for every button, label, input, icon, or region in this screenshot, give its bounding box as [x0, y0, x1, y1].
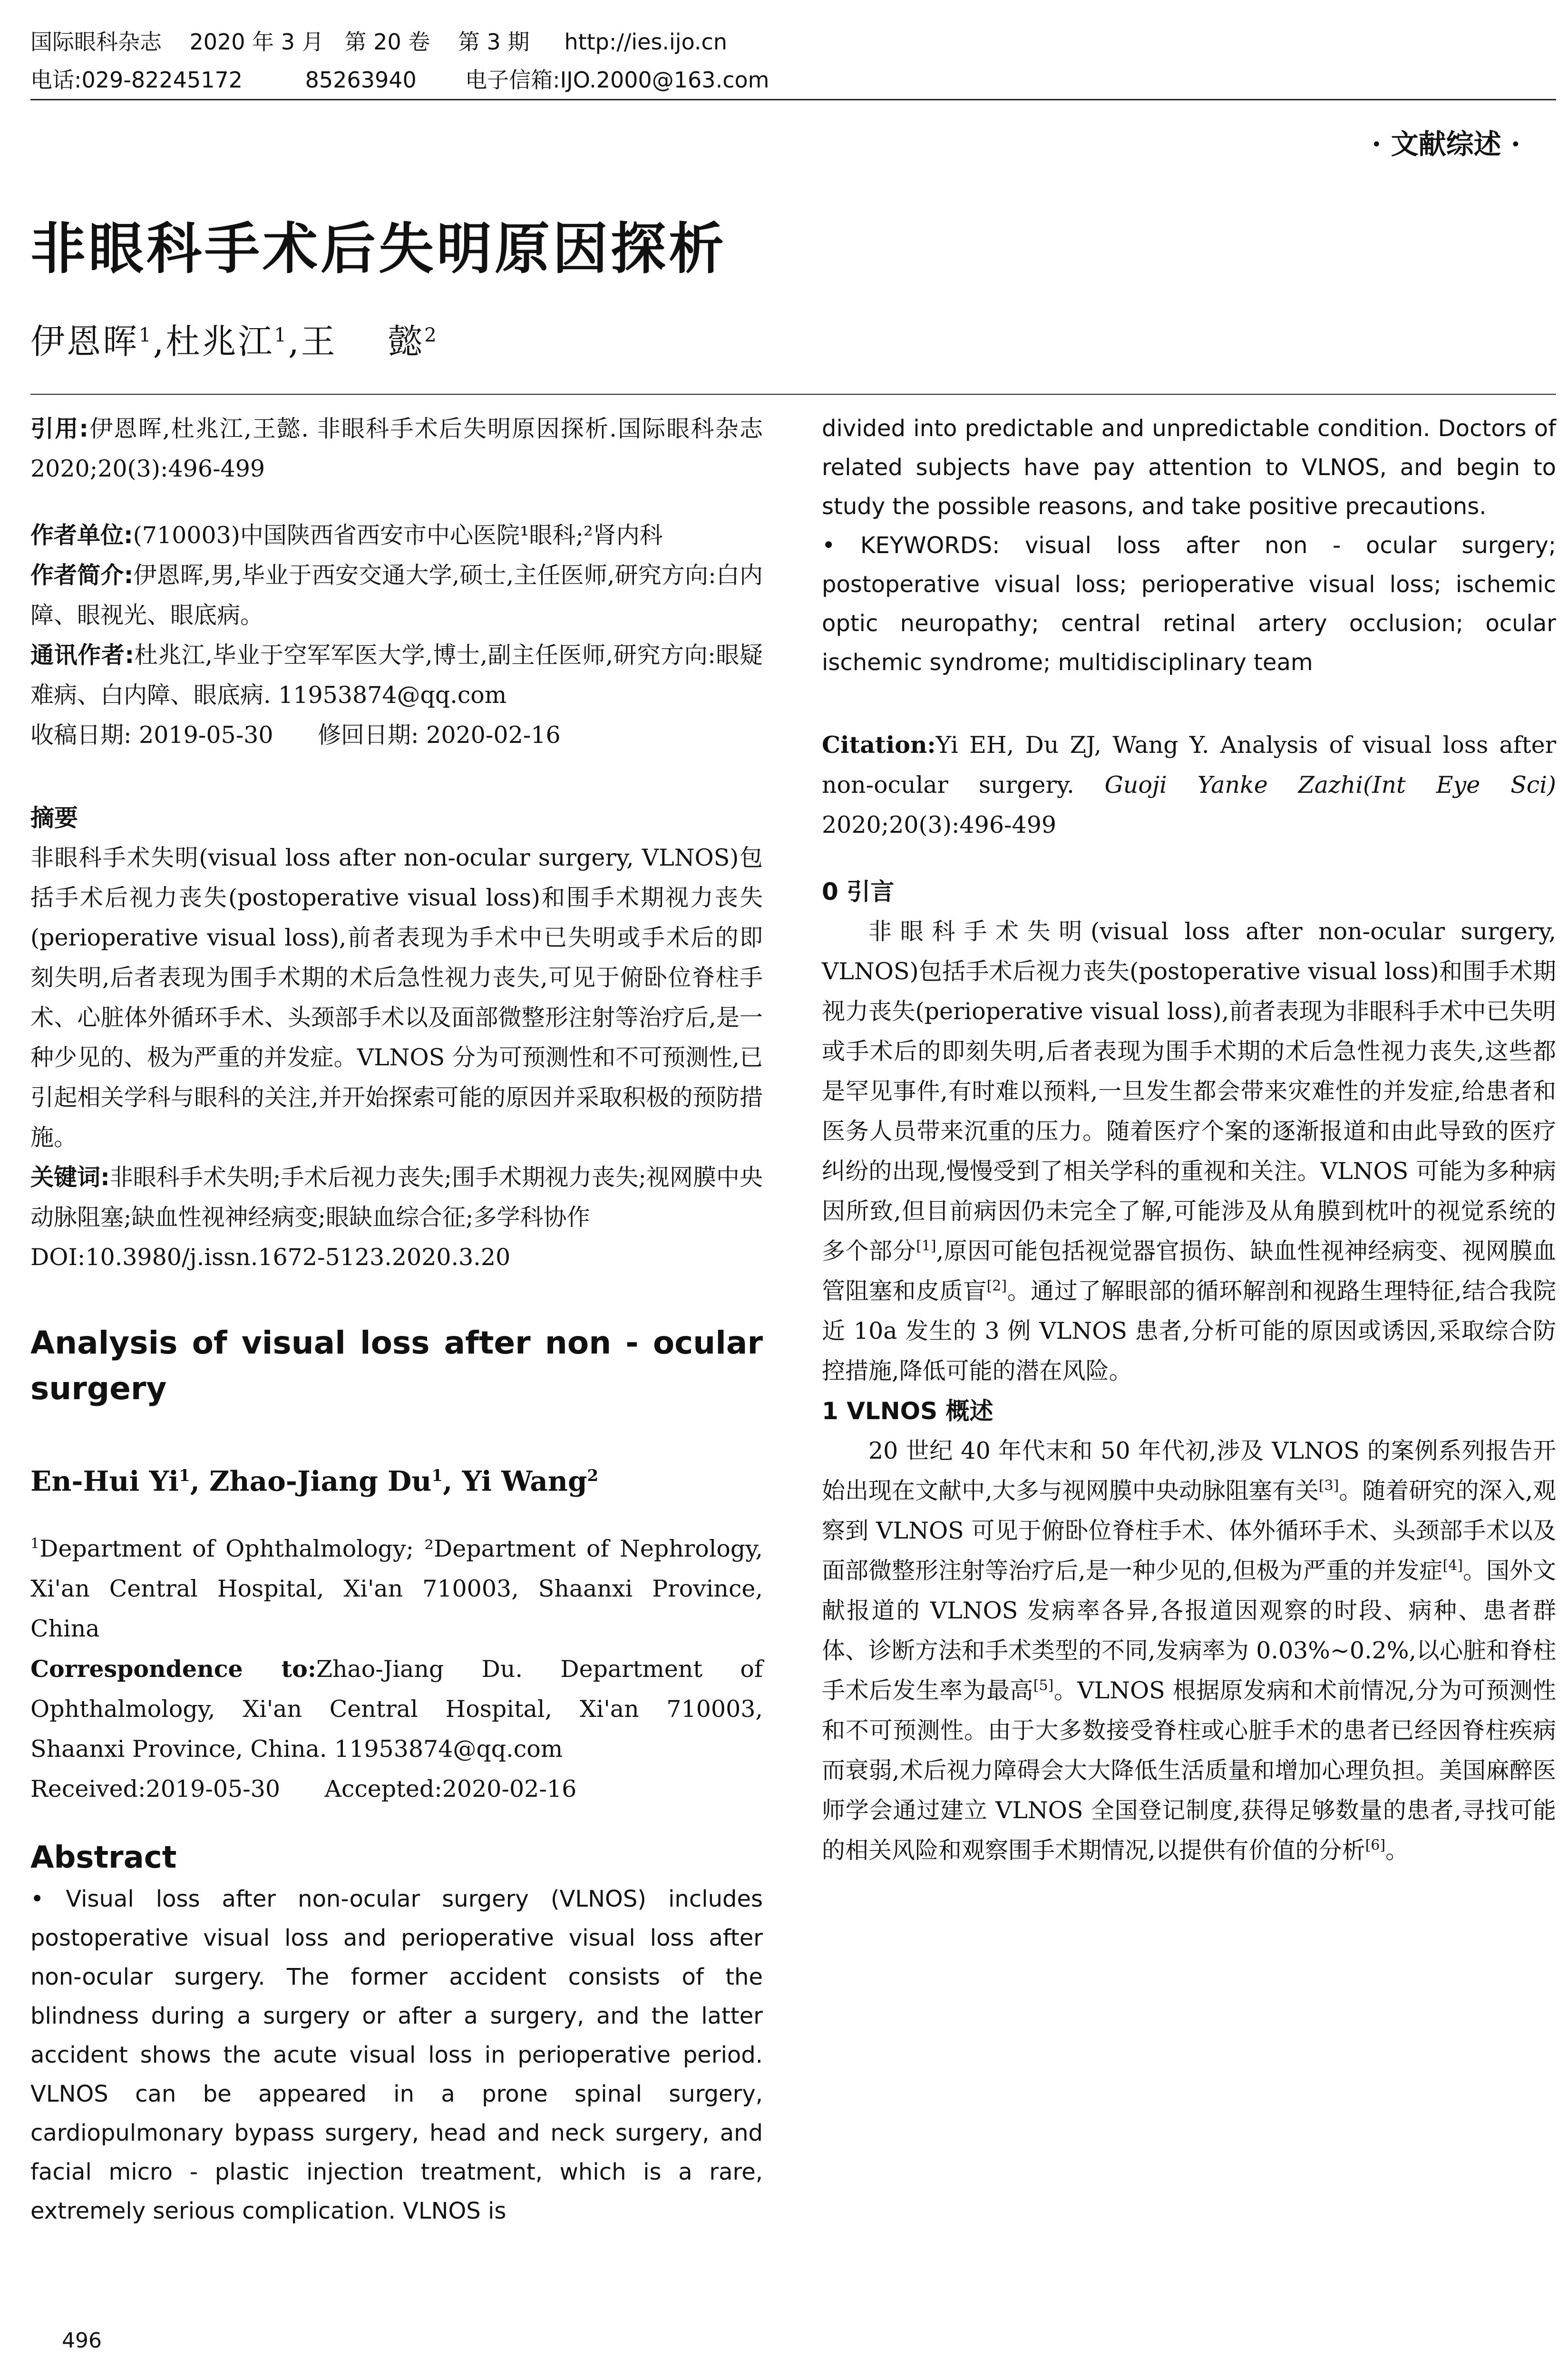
affiliation-en: [30, 1529, 763, 1649]
article-title-cn: 非眼科手术后失明原因探析: [30, 217, 727, 281]
keywords-text: 非眼科手术失明;手术后视力丧失;围手术期视力丧失;视网膜中央动脉阻塞;缺血性视神经病变;眼缺血综合征;多学科协作: [30, 1164, 763, 1231]
author-bio: [30, 555, 763, 635]
text-run: ,原因可能包括视觉器官损伤、缺血性视神经病变、视网膜血管阻塞和皮质盲: [822, 1237, 1556, 1305]
citation-en: [822, 725, 1556, 845]
abstract-cn-heading: 摘要: [30, 804, 78, 832]
text-run: 。VLNOS 根据原发病和术前情况,分为可预测性和不可预测性。由于大多数接受脊柱或心脏手术的患者已经因脊柱疾病而衰弱,术后视力障碍会大大降低生活质量和增加心理负担。美国麻醉医师学会通过建立 VLNOS 全国登记制度,获得足够数量的患者,寻找可能的相关风险和观察围手术期情况,以提供有价值的分析: [822, 1677, 1556, 1864]
corr-text: 杜兆江,毕业于空军军医大学,博士,副主任医师,研究方向:眼疑难病、白内障、眼底病. 11953874@qq.com: [30, 642, 763, 709]
keywords-cn: [30, 1158, 763, 1237]
author-affiliation-mark: 2: [587, 1466, 599, 1485]
bio-label: 作者简介:: [30, 562, 134, 589]
citation-en-text: Yi EH, Du ZJ, Wang Y. Analysis of visual loss after non-ocular surgery.: [822, 731, 1556, 799]
author-affiliation-mark: 1: [274, 324, 288, 346]
correspondence-en: [30, 1649, 763, 1769]
citation-label: 引用:: [30, 415, 89, 442]
author-name: 杜兆江: [166, 321, 274, 361]
keywords-en: • KEYWORDS: visual loss after non - ocular surgery; postoperative visual loss; perioperative visual loss; ischemic optic neuropathy; central retinal artery occlusion; ocular ischemic syndrome; multidisciplinary team: [822, 532, 1556, 676]
author-affiliation-mark: 1: [139, 324, 153, 346]
keywords-label: 关键词:: [30, 1164, 110, 1191]
author-affiliation-mark: 2: [424, 324, 438, 346]
dates-cn: 收稿日期: 2019-05-30 修回日期: 2020-02-16: [30, 721, 561, 749]
right-column: [822, 409, 1556, 1870]
affiliation-mark: 1: [30, 1536, 40, 1552]
reference-mark: [6]: [1365, 1837, 1386, 1854]
author-affiliation-mark: 1: [179, 1466, 190, 1485]
reference-mark: [3]: [1318, 1477, 1339, 1494]
article-title-en: Analysis of visual loss after non - ocular surgery: [30, 1325, 763, 1407]
text-run: 。随着研究的深入,观察到 VLNOS 可见于俯卧位脊柱手术、体外循环手术、头颈部手术以及面部微整形注射等治疗后,是一种少见的,但极为严重的并发症: [822, 1477, 1557, 1584]
reference-mark: [2]: [986, 1277, 1007, 1295]
running-header-journal: 国际眼科杂志 2020 年 3 月 第 20 卷 第 3 期 http://ies.ijo.cn: [30, 29, 727, 55]
corr-label: 通讯作者:: [30, 642, 135, 669]
text-run: 20 世纪 40 年代末和 50 年代初,涉及 VLNOS 的案例系列报告开始出现在文献中,大多与视网膜中央动脉阻塞有关: [822, 1437, 1556, 1504]
title-rule: [30, 394, 1556, 395]
text-run: 。: [1385, 1837, 1409, 1864]
section-1-paragraph: [822, 1431, 1556, 1870]
abstract-cn: 非眼科手术失明(visual loss after non-ocular surgery, VLNOS)包括手术后视力丧失(postoperative visual loss)和围手术期视力丧失(perioperative visual loss),前者表现为手术中已失明或手术后的即刻失明,后者表现为围手术期的术后急性视力丧失,可见于俯卧位脊柱手术、心脏体外循环手术、头颈部手术以及面部微整形注射等治疗后,是一种少见的、极为严重的并发症。VLNOS 分为可预测性和不可预测性,已引起相关学科与眼科的关注,并开始探索可能的原因并采取积极的预防措施。: [30, 844, 763, 1151]
text-run: 非眼科手术失明(visual loss after non-ocular surgery, VLNOS)包括手术后视力丧失(postoperative visual loss)和围手术期视力丧失(perioperative visual loss),前者表现为非眼科手术中已失明或手术后的即刻失明,后者表现为围手术期的术后急性视力丧失,这些都是罕见事件,有时难以预料,一旦发生都会带来灾难性的并发症,给患者和医务人员带来沉重的压力。随着医疗个案的逐渐报道和由此导致的医疗纠纷的出现,慢慢受到了相关学科的重视和关注。VLNOS 可能为多种病因所致,但目前病因仍未完全了解,可能涉及从角膜到枕叶的视觉系统的多个部分: [822, 918, 1556, 1265]
header-rule: [30, 99, 1556, 100]
dates-en: Received:2019-05-30 Accepted:2020-02-16: [30, 1775, 577, 1803]
abstract-en-continued: divided into predictable and unpredictable condition. Doctors of related subjects have pay attention to VLNOS, and begin to study the possible reasons, and take positive precautions.: [822, 415, 1556, 520]
citation-cn: [30, 409, 763, 489]
corr-en-label: Correspondence to:: [30, 1655, 316, 1683]
text-run: 。通过了解眼部的循环解剖和视路生理特征,结合我院近 10a 发生的 3 例 VLNOS 患者,分析可能的原因或诱因,采取综合防控措施,降低可能的潜在风险。: [822, 1277, 1556, 1384]
corresponding-author: [30, 635, 763, 715]
running-header-contact: 电话:029-82245172 85263940 电子信箱:IJO.2000@163.com: [30, 67, 769, 93]
column-label: · 文献综述 ·: [1372, 128, 1520, 160]
affiliation-text: (710003)中国陕西省西安市中心医院¹眼科;²肾内科: [133, 522, 663, 549]
affiliation-label: 作者单位:: [30, 522, 133, 549]
author-name: Zhao-Jiang Du: [209, 1465, 432, 1498]
section-1-heading: 1 VLNOS 概述: [822, 1397, 993, 1425]
abstract-en: • Visual loss after non-ocular surgery (VLNOS) includes postoperative visual loss and perioperative visual loss after non-ocular surgery. The former accident consists of the blindness during a surgery or after a surgery, and the latter accident shows the acute visual loss in perioperative period. VLNOS can be appeared in a prone spinal surgery, cardiopulmonary bypass surgery, head and neck surgery, and facial micro - plastic injection treatment, which is a rare, extremely serious complication. VLNOS is: [30, 1886, 763, 2225]
text-run: 。国外文献报道的 VLNOS 发病率各异,各报道因观察的时段、病种、患者群体、诊断方法和手术类型的不同,发病率为 0.03%~0.2%,以心脏和脊柱手术后发生率为最高: [822, 1557, 1556, 1704]
author-name: 王 懿: [301, 321, 425, 361]
doi: DOI:10.3980/j.issn.1672-5123.2020.3.20: [30, 1244, 511, 1271]
citation-text: 伊恩晖,杜兆江,王懿. 非眼科手术后失明原因探析.国际眼科杂志 2020;20(3):496-499: [30, 415, 763, 482]
author-separator: ,: [153, 321, 166, 361]
section-0-heading: 0 引言: [822, 878, 895, 906]
affiliation-en-text: Department of Ophthalmology; ²Department of Nephrology, Xi'an Central Hospital, Xi'an 710003, Shaanxi Province, China: [30, 1535, 763, 1643]
reference-mark: [5]: [1033, 1677, 1054, 1694]
author-separator: ,: [288, 321, 301, 361]
authors-en: En-Hui Yi$^1$, Zhao-Jiang Du$^1$, Yi Wang$^2$: [30, 1465, 599, 1498]
reference-mark: [1]: [916, 1237, 936, 1255]
abstract-en-heading: Abstract: [30, 1840, 177, 1876]
citation-en-journal: Guoji Yanke Zazhi(Int Eye Sci): [1104, 771, 1556, 799]
author-affiliation-mark: 1: [431, 1466, 443, 1485]
author-name: Yi Wang: [462, 1465, 587, 1498]
citation-en-label: Citation:: [822, 731, 936, 759]
affiliation-cn: [30, 516, 763, 555]
author-name: En-Hui Yi: [30, 1465, 179, 1498]
author-name: 伊恩晖: [30, 321, 139, 361]
authors-cn: [30, 314, 438, 363]
left-column: [30, 409, 763, 2231]
reference-mark: [4]: [1442, 1557, 1463, 1574]
bio-text: 伊恩晖,男,毕业于西安交通大学,硕士,主任医师,研究方向:白内障、眼视光、眼底病。: [30, 562, 763, 629]
corr-en-text: Zhao-Jiang Du. Department of Ophthalmology, Xi'an Central Hospital, Xi'an 710003, Shaanxi Province, China. 11953874@qq.com: [30, 1656, 763, 1763]
section-0-paragraph: [822, 912, 1556, 1391]
page-number: 496: [62, 2328, 102, 2353]
citation-en-tail: 2020;20(3):496-499: [822, 811, 1057, 838]
